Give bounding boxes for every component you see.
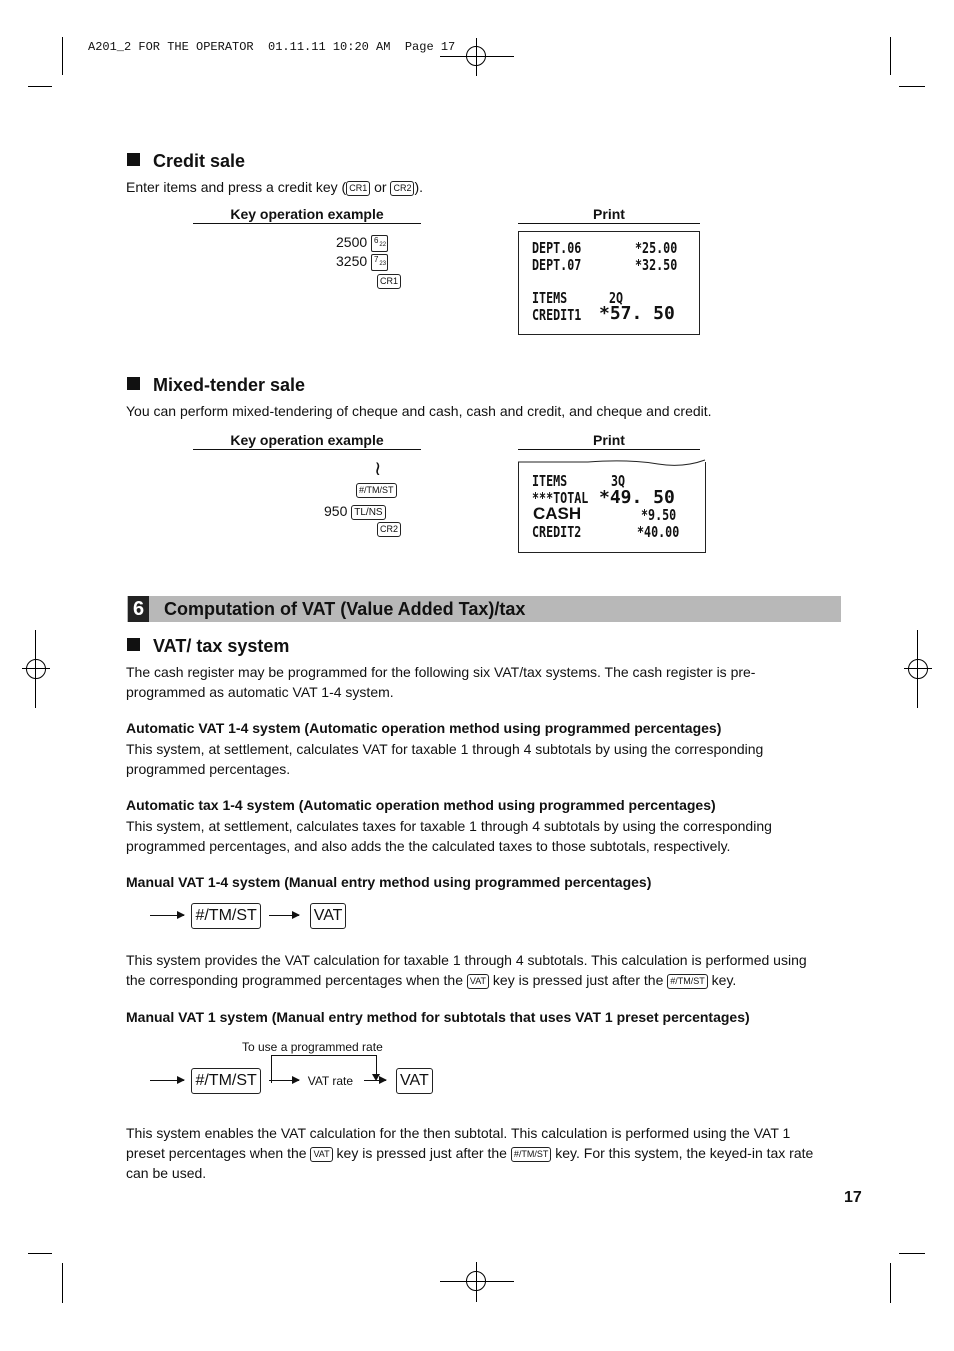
mixed-tender-intro: You can perform mixed-tendering of cheque and cash, cash and credit, and cheque and credit. [126,403,712,419]
cr2-key-icon: CR2 [390,181,414,196]
print-header: A201_2 FOR THE OPERATOR 01.11.11 10:20 AM Page 17 [88,40,456,54]
credit-sale-heading: Credit sale [127,151,245,172]
manual-vat1-text: This system enables the VAT calculation for the then subtotal. This calculation is performed using the VAT 1 preset percentages when the VAT key is pressed just after the #/TM/ST key. For this system, the keyed-in tax rate can be used. [126,1125,814,1181]
auto-tax-title: Automatic tax 1-4 system (Automatic operation method using programmed percentages) [126,797,716,813]
vat-key-icon: VAT [310,903,347,929]
dept-7-key-icon: 7 23 [371,254,388,271]
page-number: 17 [844,1189,862,1206]
mixed-op-line-2: 950 TL/NS [324,501,386,521]
arrow-right-icon [269,1080,299,1081]
auto-tax-text: This system, at settlement, calculates taxes for taxable 1 through 4 subtotals by using the corresponding programmed percentages, and also adds the the calculated taxes to those subtotals, respectively. [126,818,772,854]
manual-vat14-flow [150,903,346,929]
torn-edge-icon [518,458,706,468]
credit-op-line-3 [377,273,401,291]
manual-vat14-title: Manual VAT 1-4 system (Manual entry method using programmed percentages) [126,874,652,890]
manual-vat14-text: This system provides the VAT calculation for taxable 1 through 4 subtotals. This calculation is performed using the corresponding programmed percentages when the VAT key is pressed just after the #/TM/ST key. [126,952,807,988]
credit-op-line-2: 3250 7 23 [336,253,387,269]
mixed-tender-heading: Mixed-tender sale [127,375,305,396]
auto-vat-title: Automatic VAT 1-4 system (Automatic operation method using programmed percentages) [126,720,722,736]
vat-key-icon: VAT [467,974,489,989]
square-bullet-icon [127,377,140,390]
credit-sale-intro: Enter items and press a credit key ( CR1 or CR2 ). [126,179,424,195]
key-operation-header: Key operation example [193,432,421,450]
section-number: 6 [128,596,149,622]
arrow-right-icon [150,915,184,916]
mixed-op-line-1 [356,482,397,500]
cr2-key-icon: CR2 [377,522,401,537]
tm-st-key-icon: #/TM/ST [356,483,397,498]
cr1-key-icon: CR1 [377,274,401,289]
tm-st-key-icon: #/TM/ST [511,1147,552,1162]
manual-vat1-flow [150,1068,433,1094]
cr1-key-icon: CR1 [346,181,370,196]
vat-key-icon: VAT [396,1068,433,1094]
auto-vat-text: This system, at settlement, calculates VAT for taxable 1 through 4 subtotals by using the corresponding programmed percentages. [126,741,764,777]
arrow-right-icon [269,915,299,916]
credit-receipt: DEPT.06 *25.00 DEPT.07 *32.50 ITEMS 2Q CREDIT1 *57. 50 [518,231,700,335]
arrow-right-icon [150,1080,184,1081]
square-bullet-icon [127,638,140,651]
vat-key-icon: VAT [310,1147,332,1162]
vat-intro: The cash register may be programmed for the following six VAT/tax systems. The cash register is pre- programmed as automatic VAT 1-4 system. [126,664,756,700]
dept-6-key-icon: 6 22 [371,235,388,252]
tm-st-key-icon: #/TM/ST [191,1068,260,1094]
tm-st-key-icon: #/TM/ST [191,903,260,929]
section-title: Computation of VAT (Value Added Tax)/tax [164,599,526,619]
bypass-line [271,1055,376,1056]
vat-rate-label: VAT rate [307,1073,354,1088]
credit-op-line-1: 2500 6 22 [336,234,387,250]
vat-heading: VAT/ tax system [127,636,289,657]
tl-ns-key-icon: TL/NS [351,505,385,520]
mixed-op-line-3 [377,521,401,539]
square-bullet-icon [127,153,140,166]
programmed-rate-note: To use a programmed rate [242,1040,383,1054]
arrow-right-icon [364,1080,386,1081]
tm-st-key-icon: #/TM/ST [667,974,708,989]
print-header-label: Print [518,432,700,450]
mixed-receipt: ITEMS 3Q ***TOTAL *49. 50 CASH *9.50 CREDIT2 *40.00 [518,462,706,553]
print-header-label: Print [518,206,700,224]
omission-tilde: ≀ [374,458,382,480]
key-operation-header: Key operation example [193,206,421,224]
manual-vat1-title: Manual VAT 1 system (Manual entry method for subtotals that uses VAT 1 preset percentages) [126,1009,750,1025]
